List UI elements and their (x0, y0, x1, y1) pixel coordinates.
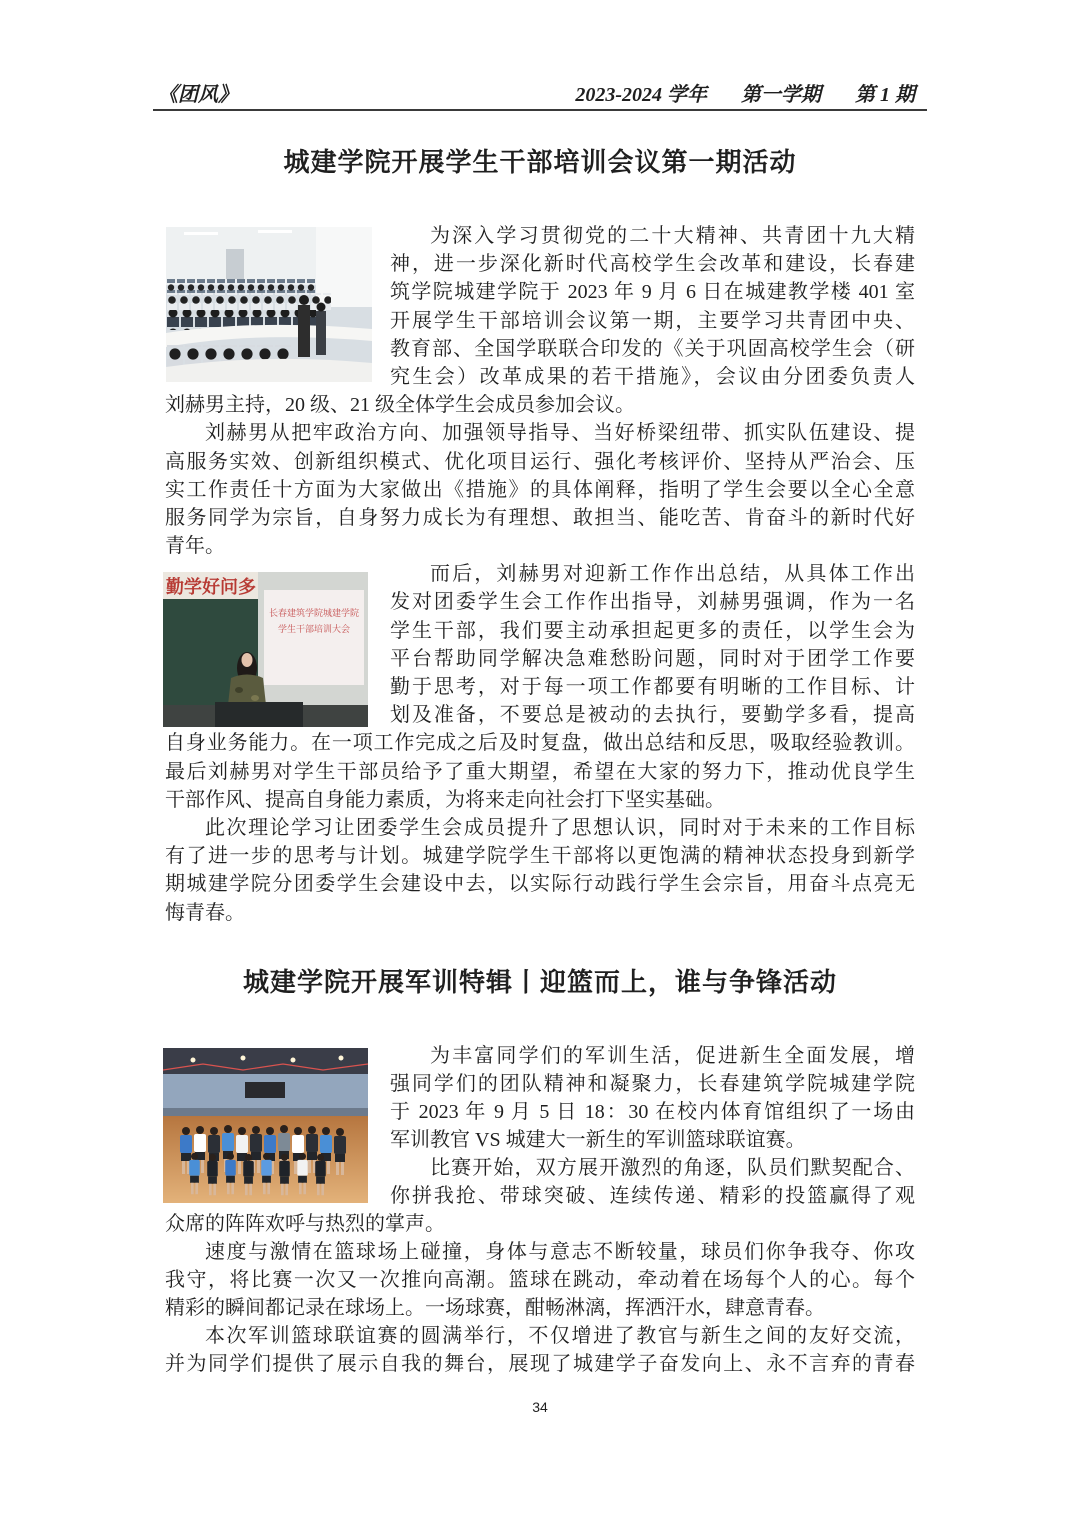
term: 第一学期 (741, 84, 821, 106)
paragraph (165, 222, 915, 419)
article-title: 城建学院开展学生干部培训会议第一期活动 (283, 148, 797, 178)
body-line: 本次军训篮球联谊赛的圆满举行，不仅增进了教官与新生之间的友好交流， (205, 1325, 915, 1347)
paragraph (165, 560, 915, 814)
body-line: 有了进一步的思考与计划。城建学院学生干部将以更饱满的精神状态投身到新学 (165, 845, 915, 868)
body-line: 期城建学院分团委学生会建设中去，以实际行动践行学生会宗旨，用奋斗点亮无 (165, 873, 915, 896)
body-line: 为深入学习贯彻党的二十大精神、共青团十九大精 (430, 225, 915, 247)
body-line: 此次理论学习让团委学生会成员提升了思想认识，同时对于未来的工作目标 (205, 816, 915, 839)
body-line: 服务同学为宗旨，自身努力成长为有理想、敢担当、能吃苦、肯奋斗的新时代好 (165, 506, 915, 529)
body-line: 最后刘赫男对学生干部员给予了重大期望，希望在大家的努力下，推动优良学生 (165, 760, 915, 783)
body-line: 平台帮助同学解决急难愁盼问题，同时对于团学工作要 (390, 647, 915, 670)
page-number: 34 (532, 1399, 548, 1415)
body-line: 青年。 (165, 535, 225, 558)
body-line: 勤于思考，对于每一项工作都要有明晰的工作目标、计 (390, 676, 915, 698)
body-line: 军训教官 VS 城建大一新生的军训篮球联谊赛。 (390, 1129, 806, 1151)
paragraph (165, 1042, 915, 1154)
issue-info (575, 83, 915, 107)
paragraph (165, 1154, 915, 1238)
article-body (165, 1042, 915, 1378)
body-line: 实工作责任十方面为大家做出《措施》的具体阐释，指明了学生会要以全心全意 (165, 478, 915, 501)
body-line: 速度与激情在篮球场上碰撞，身体与意志不断较量，球员们你争我夺、你攻 (205, 1241, 915, 1263)
body-line: 精彩的瞬间都记录在球场上。一场球赛，酣畅淋漓，挥洒汗水，肆意青春。 (165, 1297, 825, 1319)
body-line: 你拼我抢、带球突破、连续传递、精彩的投篮赢得了观 (390, 1185, 915, 1207)
body-line: 干部作风、提高自身能力素质，为将来走向社会打下坚实基础。 (165, 788, 725, 811)
paragraph (165, 419, 915, 560)
body-line: 刘赫男主持，20 级、21 级全体学生会成员参加会议。 (165, 394, 635, 417)
paragraph (165, 814, 915, 927)
article-title: 城建学院开展军训特辑丨迎篮而上，谁与争锋活动 (242, 968, 837, 998)
body-line: 为丰富同学们的军训生活，促进新生全面发展，增 (430, 1045, 915, 1067)
body-line: 究生会）改革成果的若干措施》，会议由分团委负责人 (390, 365, 915, 388)
body-line: 而后，刘赫男对迎新工作作出总结，从具体工作出 (430, 563, 915, 586)
body-line: 刘赫男从把牢政治方向、加强领导指导、当好桥梁纽带、抓实队伍建设、提 (205, 422, 915, 445)
body-line: 悔青春。 (165, 901, 245, 924)
body-line: 我守，将比赛一次又一次推向高潮。篮球在跳动，牵动着在场每个人的心。每个 (165, 1269, 915, 1291)
body-line: 教育部、全国学联联合印发的《关于巩固高校学生会（研 (390, 337, 915, 360)
screen-text-line-2: 学生干部培训大会 (277, 625, 351, 635)
body-line: 并为同学们提供了展示自我的舞台，展现了城建学子奋发向上、永不言弃的青春 (165, 1353, 915, 1375)
paragraph (165, 1322, 915, 1378)
academic-year: 2023-2024 学年 (575, 84, 707, 106)
body-line: 于 2023 年 9 月 5 日 18：30 在校内体育馆组织了一场由 (390, 1101, 915, 1123)
body-line: 开展学生干部培训会议第一期，主要学习共青团中央、 (390, 309, 915, 332)
article-body (165, 222, 915, 927)
body-line: 自身业务能力。在一项工作完成之后及时复盘，做出总结和反思，吸取经验教训。 (165, 732, 915, 755)
body-line: 学生干部，我们要主动承担起更多的责任，以学生会为 (390, 619, 915, 642)
body-line: 划及准备，不要总是被动的去执行，要勤学多看，提高 (390, 704, 915, 727)
body-line: 发对团委学生会工作作出指导，刘赫男强调，作为一名 (390, 591, 915, 614)
paragraph (165, 1238, 915, 1322)
body-line: 强同学们的团队精神和凝聚力，长春建筑学院城建学院 (390, 1073, 915, 1095)
body-line: 筑学院城建学院于 2023 年 9 月 6 日在城建教学楼 401 室 (390, 281, 915, 304)
body-line: 众席的阵阵欢呼与热烈的掌声。 (165, 1213, 445, 1235)
issue-number: 第 1 期 (855, 84, 915, 106)
body-line: 比赛开始，双方展开激烈的角逐，队员们默契配合、 (430, 1157, 915, 1179)
body-line: 神，进一步深化新时代高校学生会改革和建设，长春建 (390, 253, 915, 276)
body-line: 高服务实效、创新组织模式、优化项目运行、强化考核评价、坚持从严治会、压 (165, 450, 915, 473)
header-divider (153, 109, 927, 111)
screen-text-line-1: 长春建筑学院城建学院 (268, 609, 360, 619)
journal-name: 《团风》 (158, 84, 238, 106)
banner-text: 勤学好问多 (166, 577, 256, 598)
